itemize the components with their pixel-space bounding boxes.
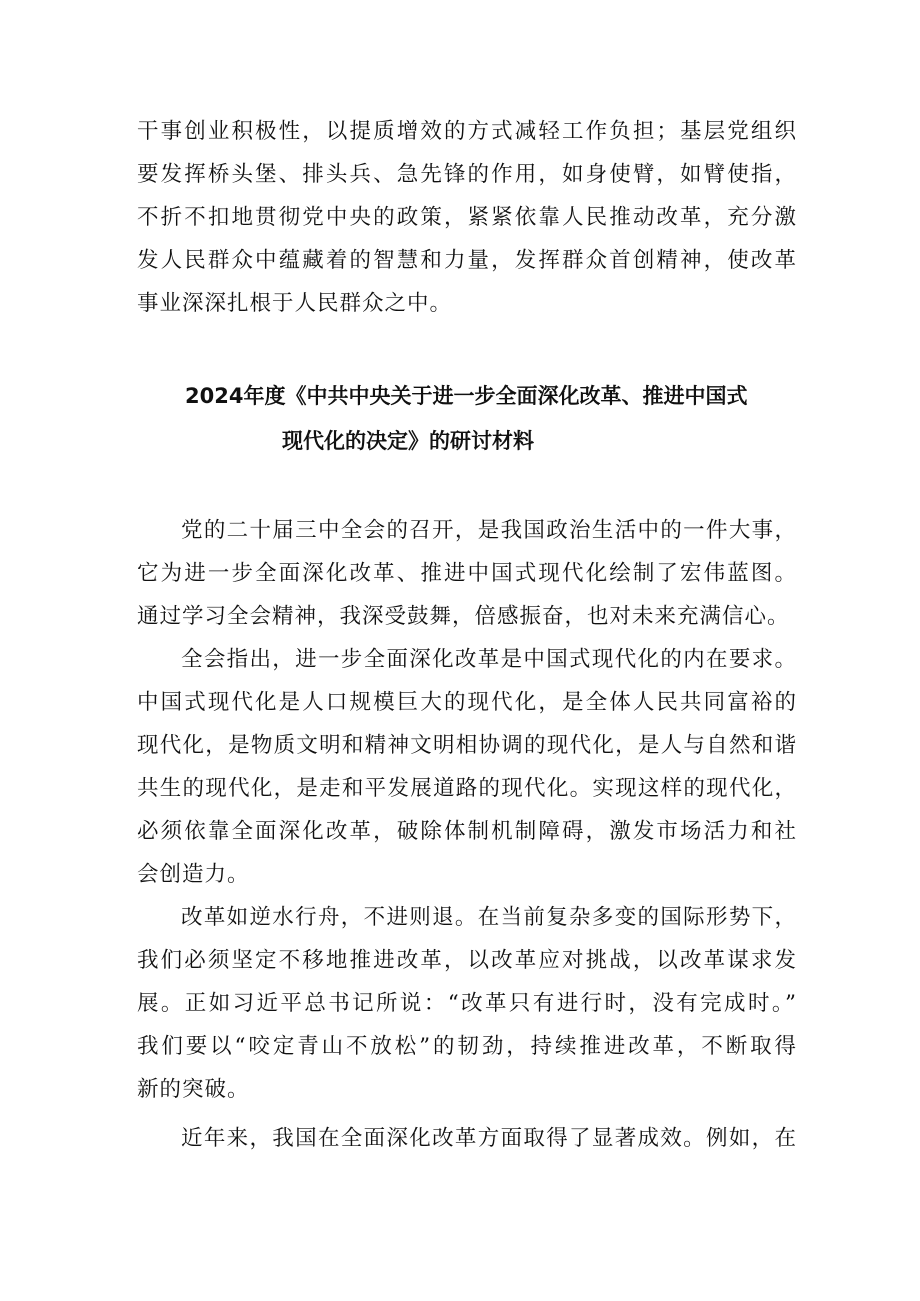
paragraph-line: 改革如逆水行舟，不进则退。在当前复杂多变的国际形势下， <box>181 905 797 930</box>
paragraph-line: 不折不扣地贯彻党中央的政策，紧紧依靠人民推动改革，充分激 <box>137 205 797 230</box>
paragraph-line: 新的突破。 <box>137 1077 250 1102</box>
paragraph-line: 我们要以“咬定青山不放松”的韧劲，持续推进改革，不断取得 <box>137 1034 797 1059</box>
paragraph-line: 事业深深扎根于人民群众之中。 <box>137 291 453 316</box>
paragraph-line: 中国式现代化是人口规模巨大的现代化，是全体人民共同富裕的 <box>137 690 797 715</box>
paragraph-line: 党的二十届三中全会的召开，是我国政治生活中的一件大事， <box>181 518 797 543</box>
paragraph-line: 必须依靠全面深化改革，破除体制机制障碍，激发市场活力和社 <box>137 819 797 844</box>
paragraph-line: 要发挥桥头堡、排头兵、急先锋的作用，如身使臂，如臂使指， <box>137 162 797 187</box>
document-title-line-1: 2024年度《中共中央关于进一步全面深化改革、推进中国式 <box>185 384 748 408</box>
document-title-line-2: 现代化的决定》的研讨材料 <box>282 429 534 453</box>
paragraph-line: 展。正如习近平总书记所说：“改革只有进行时，没有完成时。” <box>137 991 797 1016</box>
paragraph-line: 现代化，是物质文明和精神文明相协调的现代化，是人与自然和谐 <box>137 733 797 758</box>
paragraph-line: 近年来，我国在全面深化改革方面取得了显著成效。例如，在 <box>181 1126 797 1151</box>
paragraph-line: 通过学习全会精神，我深受鼓舞，倍感振奋，也对未来充满信心。 <box>137 604 790 629</box>
paragraph-line: 会创造力。 <box>137 862 250 887</box>
paragraph-line: 我们必须坚定不移地推进改革，以改革应对挑战，以改革谋求发 <box>137 948 797 973</box>
paragraph-line: 它为进一步全面深化改革、推进中国式现代化绘制了宏伟蓝图。 <box>137 561 797 586</box>
paragraph-line: 干事创业积极性，以提质增效的方式减轻工作负担；基层党组织 <box>137 119 797 144</box>
paragraph-line: 全会指出，进一步全面深化改革是中国式现代化的内在要求。 <box>181 647 797 672</box>
paragraph-line: 发人民群众中蕴藏着的智慧和力量，发挥群众首创精神，使改革 <box>137 248 797 273</box>
paragraph-line: 共生的现代化，是走和平发展道路的现代化。实现这样的现代化， <box>137 776 797 801</box>
